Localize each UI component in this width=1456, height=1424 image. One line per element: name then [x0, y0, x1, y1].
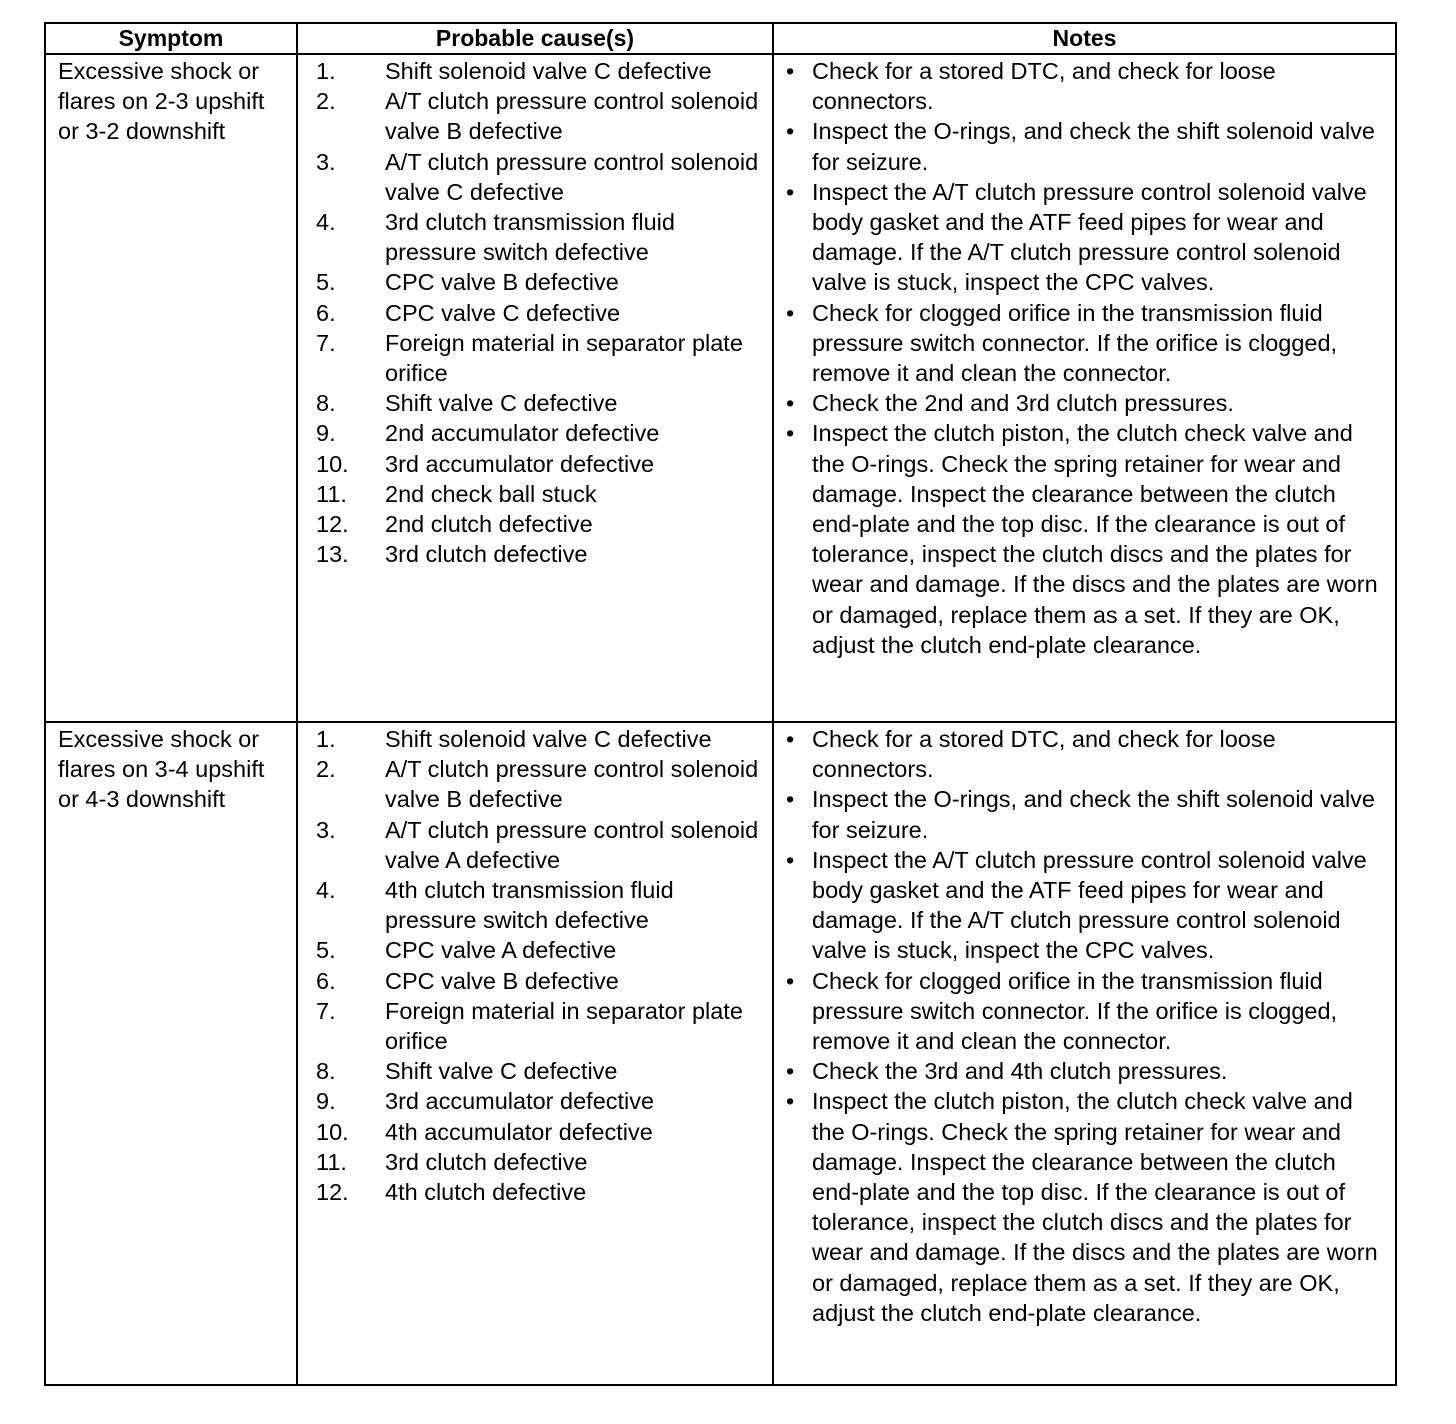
causes-list: [298, 56, 764, 569]
note-text: Inspect the O-rings, and check the shift solenoid valve for seizure.: [812, 786, 1376, 843]
note-text: Check for clogged orifice in the transmission fluid pressure switch connector. If the orifice is clogged, remove it and clean the connector.: [812, 299, 1338, 387]
cause-text: 2nd clutch defective: [385, 511, 593, 538]
symptom-cell: Excessive shock or flares on 3-4 upshift or 4-3 downshift: [45, 722, 297, 1385]
header-notes: Notes: [773, 23, 1396, 54]
cause-text: A/T clutch pressure control solenoid valve C defective: [385, 148, 759, 205]
cause-number: 6.: [316, 299, 336, 326]
bullet-icon: •: [786, 1058, 795, 1085]
cause-number: 9.: [316, 420, 336, 447]
symptom-cell: Excessive shock or flares on 2-3 upshift or 3-2 downshift: [45, 54, 297, 722]
bullet-icon: •: [786, 178, 795, 205]
notes-list: [784, 56, 1389, 660]
notes-cell: [773, 54, 1396, 722]
bullet-icon: •: [786, 846, 795, 873]
cause-number: 10.: [316, 1118, 349, 1145]
note-text: Check the 3rd and 4th clutch pressures.: [812, 1058, 1228, 1085]
cause-number: 12.: [316, 1179, 349, 1206]
cause-item: [298, 1147, 764, 1177]
cause-number: 5.: [316, 269, 336, 296]
cause-text: CPC valve C defective: [385, 299, 621, 326]
cause-item: [298, 996, 764, 1056]
notes-list: [784, 724, 1389, 1328]
cause-text: 4th accumulator defective: [385, 1118, 653, 1145]
note-item: [784, 388, 1389, 418]
cause-text: Foreign material in separator plate orifice: [385, 329, 743, 387]
note-item: [784, 1086, 1389, 1328]
cause-item: [298, 207, 764, 267]
cause-item: [298, 86, 764, 146]
notes-cell: [773, 722, 1396, 1385]
cause-text: A/T clutch pressure control solenoid valve B defective: [385, 756, 759, 813]
cause-text: 2nd check ball stuck: [385, 480, 597, 507]
note-item: [784, 298, 1389, 389]
cause-item: [298, 267, 764, 297]
cause-number: 3.: [316, 148, 336, 175]
cause-text: 4th clutch defective: [385, 1179, 587, 1206]
cause-number: 11.: [316, 1148, 347, 1175]
header-symptom: Symptom: [45, 23, 297, 54]
cause-number: 8.: [316, 390, 336, 417]
note-item: [784, 56, 1389, 116]
cause-number: 4.: [316, 877, 336, 904]
header-probable-causes: Probable cause(s): [297, 23, 773, 54]
cause-item: [298, 1117, 764, 1147]
cause-text: 4th clutch transmission fluid pressure switch defective: [385, 877, 674, 934]
cause-text: Shift valve C defective: [385, 1058, 618, 1085]
cause-number: 2.: [316, 756, 336, 783]
cause-text: A/T clutch pressure control solenoid valve A defective: [385, 816, 759, 873]
bullet-icon: •: [786, 967, 795, 994]
note-text: Inspect the A/T clutch pressure control solenoid valve body gasket and the ATF feed pipes for wear and damage. If the A/T clutch pressure control solenoid valve is stuck, inspect the CPC valves.: [812, 178, 1367, 296]
cause-number: 4.: [316, 209, 336, 236]
cause-text: Foreign material in separator plate orifice: [385, 997, 743, 1055]
cause-text: 3rd clutch defective: [385, 541, 588, 568]
bullet-icon: •: [786, 58, 795, 84]
cause-item: [298, 479, 764, 509]
table-row: [45, 722, 1396, 1385]
cause-item: [298, 1056, 764, 1086]
cause-item: [298, 966, 764, 996]
cause-number: 10.: [316, 450, 349, 477]
cause-text: Shift solenoid valve C defective: [385, 726, 712, 752]
cause-text: CPC valve B defective: [385, 967, 619, 994]
bullet-icon: •: [786, 1088, 795, 1115]
cause-item: [298, 298, 764, 328]
note-text: Check for a stored DTC, and check for loose connectors.: [812, 58, 1276, 115]
cause-text: 3rd accumulator defective: [385, 450, 655, 477]
cause-item: [298, 509, 764, 539]
cause-number: 1.: [316, 58, 336, 84]
cause-item: [298, 539, 764, 569]
bullet-icon: •: [786, 726, 795, 752]
cause-text: 3rd clutch transmission fluid pressure switch defective: [385, 209, 675, 266]
note-text: Check the 2nd and 3rd clutch pressures.: [812, 390, 1234, 417]
troubleshooting-table: [44, 22, 1397, 1386]
cause-item: [298, 935, 764, 965]
note-text: Inspect the clutch piston, the clutch check valve and the O-rings. Check the spring retainer for wear and damage. Inspect the clearance between the clutch end-plate and the top disc. If the clearance is out of tolerance, inspect the clutch discs and the plates for wear and damage. If the discs and the plates are worn or damaged, replace them as a set. If they are OK, adjust the clutch end-plate clearance.: [812, 420, 1378, 658]
note-item: [784, 1056, 1389, 1086]
note-text: Inspect the O-rings, and check the shift solenoid valve for seizure.: [812, 118, 1376, 175]
cause-number: 8.: [316, 1058, 336, 1085]
cause-text: 3rd accumulator defective: [385, 1088, 655, 1115]
cause-text: A/T clutch pressure control solenoid valve B defective: [385, 88, 759, 145]
cause-item: [298, 147, 764, 207]
bullet-icon: •: [786, 786, 795, 813]
cause-item: [298, 56, 764, 86]
cause-text: 2nd accumulator defective: [385, 420, 660, 447]
note-text: Check for clogged orifice in the transmission fluid pressure switch connector. If the orifice is clogged, remove it and clean the connector.: [812, 967, 1338, 1055]
cause-text: Shift valve C defective: [385, 390, 618, 417]
bullet-icon: •: [786, 118, 795, 145]
note-item: [784, 116, 1389, 176]
cause-text: Shift solenoid valve C defective: [385, 58, 712, 84]
cause-item: [298, 449, 764, 479]
cause-item: [298, 724, 764, 754]
cause-item: [298, 815, 764, 875]
note-text: Inspect the A/T clutch pressure control solenoid valve body gasket and the ATF feed pipes for wear and damage. If the A/T clutch pressure control solenoid valve is stuck, inspect the CPC valves.: [812, 846, 1367, 964]
causes-list: [298, 724, 764, 1207]
note-item: [784, 724, 1389, 784]
note-item: [784, 418, 1389, 660]
cause-item: [298, 388, 764, 418]
cause-number: 1.: [316, 726, 336, 752]
note-text: Check for a stored DTC, and check for loose connectors.: [812, 726, 1276, 783]
note-item: [784, 966, 1389, 1057]
header-row: [45, 23, 1396, 54]
cause-item: [298, 1177, 764, 1207]
cause-number: 9.: [316, 1088, 336, 1115]
cause-number: 5.: [316, 937, 336, 964]
cause-number: 3.: [316, 816, 336, 843]
cause-number: 13.: [316, 541, 349, 568]
causes-cell: [297, 722, 773, 1385]
causes-cell: [297, 54, 773, 722]
bullet-icon: •: [786, 299, 795, 326]
cause-text: CPC valve B defective: [385, 269, 619, 296]
cause-number: 7.: [316, 329, 336, 356]
cause-text: 3rd clutch defective: [385, 1148, 588, 1175]
table-row: [45, 54, 1396, 722]
note-item: [784, 177, 1389, 298]
cause-number: 7.: [316, 997, 336, 1024]
bullet-icon: •: [786, 420, 795, 447]
cause-number: 12.: [316, 511, 349, 538]
cause-item: [298, 328, 764, 388]
cause-item: [298, 754, 764, 814]
cause-number: 2.: [316, 88, 336, 115]
cause-item: [298, 418, 764, 448]
cause-item: [298, 875, 764, 935]
cause-number: 6.: [316, 967, 336, 994]
note-item: [784, 845, 1389, 966]
note-text: Inspect the clutch piston, the clutch check valve and the O-rings. Check the spring retainer for wear and damage. Inspect the clearance between the clutch end-plate and the top disc. If the clearance is out of tolerance, inspect the clutch discs and the plates for wear and damage. If the discs and the plates are worn or damaged, replace them as a set. If they are OK, adjust the clutch end-plate clearance.: [812, 1088, 1378, 1326]
cause-item: [298, 1086, 764, 1116]
bullet-icon: •: [786, 390, 795, 417]
note-item: [784, 784, 1389, 844]
cause-text: CPC valve A defective: [385, 937, 617, 964]
cause-number: 11.: [316, 480, 347, 507]
